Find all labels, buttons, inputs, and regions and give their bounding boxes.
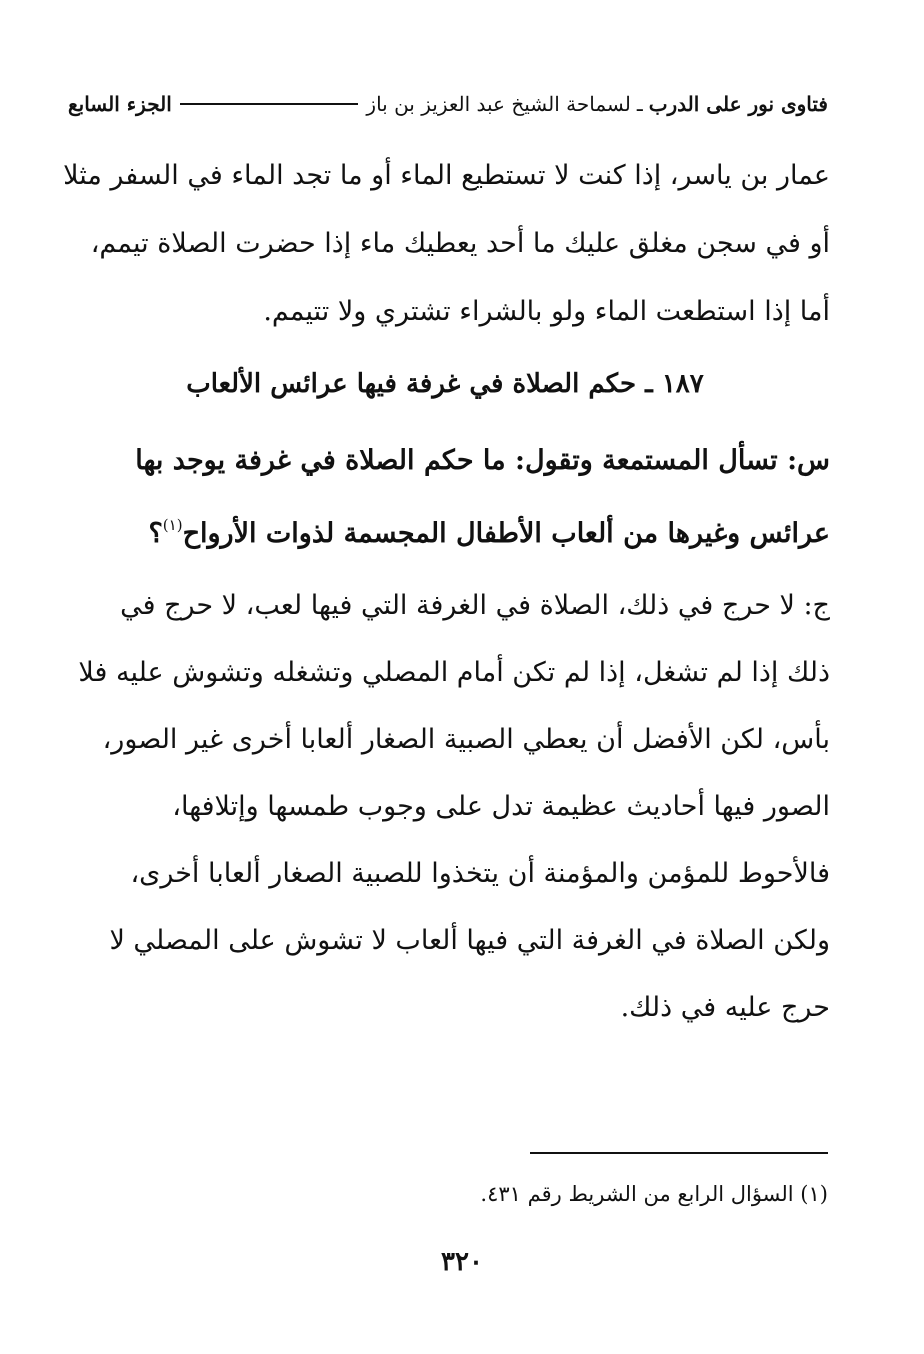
running-header xyxy=(68,84,828,124)
intro-paragraph xyxy=(60,142,830,346)
author-name: لسماحة الشيخ عبد العزيز بن باز xyxy=(366,92,631,116)
paragraph-line: أو في سجن مغلق عليك ما أحد يعطيك ماء إذا حضرت الصلاة تيمم، xyxy=(90,228,830,259)
answer-line: ذلك إذا لم تشغل، إذا لم تكن أمام المصلي وتشغله وتشوش عليه فلا xyxy=(78,657,830,688)
footnote: (١) السؤال الرابع من الشريط رقم ٤٣١. xyxy=(480,1182,828,1206)
section-dash: ـ xyxy=(645,369,653,399)
section-title: حكم الصلاة في غرفة فيها عرائس الألعاب xyxy=(186,369,637,399)
answer-line: ج: لا حرج في ذلك، الصلاة في الغرفة التي فيها لعب، لا حرج في xyxy=(120,590,830,621)
question-line xyxy=(60,493,830,558)
footnote-divider xyxy=(530,1152,828,1154)
answer-line: فالأحوط للمؤمن والمؤمنة أن يتخذوا للصبية الصغار ألعابا أخرى، xyxy=(130,858,830,889)
section-heading xyxy=(60,356,830,412)
question-line: س: تسأل المستمعة وتقول: ما حكم الصلاة في غرفة يوجد بها xyxy=(135,445,830,476)
header-rule xyxy=(180,103,359,105)
question-text: عرائس وغيرها من ألعاب الأطفال المجسمة لذوات الأرواح xyxy=(182,518,830,549)
question-mark: ؟ xyxy=(148,518,163,549)
answer-block xyxy=(60,572,830,1041)
paragraph-line: أما إذا استطعت الماء ولو بالشراء تشتري ولا تتيمم. xyxy=(263,296,830,327)
paragraph-line: عمار بن ياسر، إذا كنت لا تستطيع الماء أو ما تجد الماء في السفر مثلا xyxy=(63,160,830,191)
question-block xyxy=(60,428,830,558)
answer-line: بأس، لكن الأفضل أن يعطي الصبية الصغار ألعابا أخرى غير الصور، xyxy=(102,724,830,755)
volume-label: الجزء السابع xyxy=(68,92,172,116)
footnote-reference[interactable]: (١) xyxy=(162,516,183,534)
section-number: ١٨٧ xyxy=(661,369,704,399)
header-dash: ـ xyxy=(636,92,643,116)
answer-line: حرج عليه في ذلك. xyxy=(620,992,830,1023)
page-number: ٣٢٠ xyxy=(441,1247,483,1277)
answer-line: الصور فيها أحاديث عظيمة تدل على وجوب طمسها وإتلافها، xyxy=(172,791,830,822)
book-title: فتاوى نور على الدرب xyxy=(648,92,828,116)
answer-line: ولكن الصلاة في الغرفة التي فيها ألعاب لا تشوش على المصلي لا xyxy=(109,925,830,956)
